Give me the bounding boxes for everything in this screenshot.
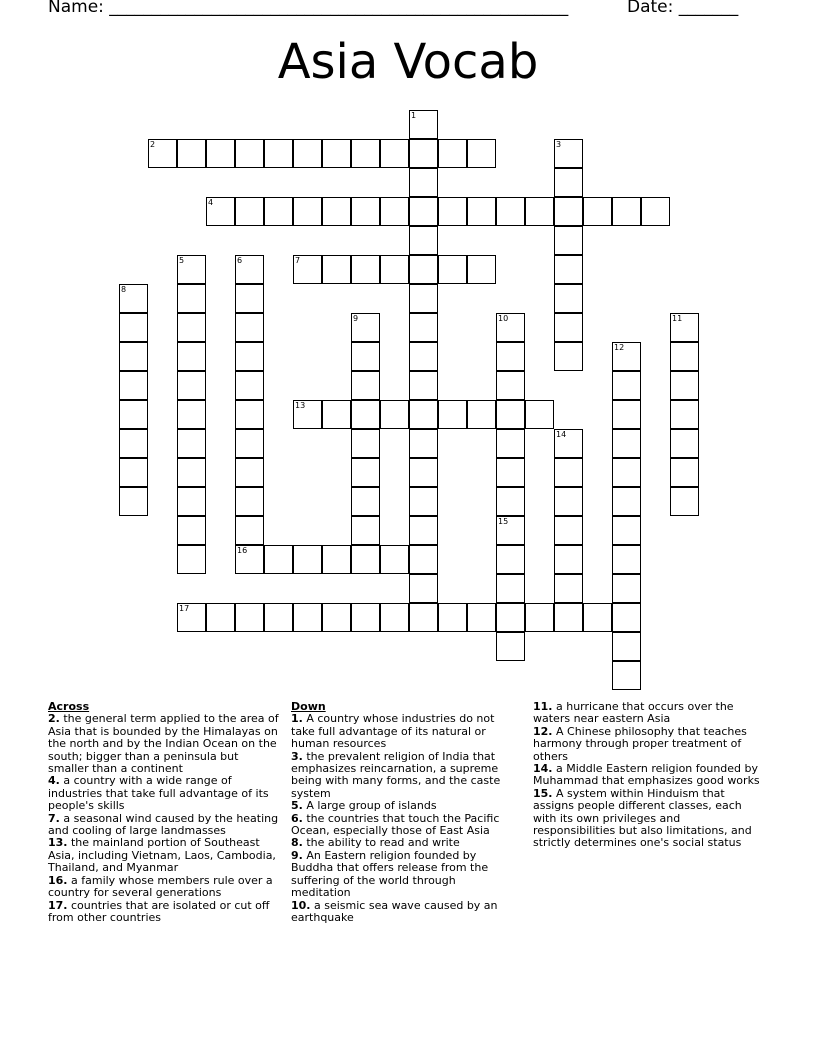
crossword-cell[interactable] bbox=[612, 661, 641, 690]
crossword-cell[interactable] bbox=[177, 516, 206, 545]
crossword-cell[interactable] bbox=[293, 139, 322, 168]
crossword-cell[interactable] bbox=[177, 545, 206, 574]
crossword-cell[interactable] bbox=[670, 371, 699, 400]
clue-across-13: 13. the mainland portion of Southeast Asia, including Vietnam, Laos, Cambodia, Thailand, and Myanmar bbox=[48, 836, 276, 875]
crossword-cell[interactable] bbox=[177, 487, 206, 516]
crossword-cell[interactable] bbox=[583, 197, 612, 226]
crossword-cell[interactable] bbox=[467, 139, 496, 168]
crossword-cell[interactable] bbox=[235, 458, 264, 487]
crossword-cell[interactable] bbox=[148, 139, 177, 168]
crossword-cell[interactable] bbox=[612, 371, 641, 400]
cell-number: 17 bbox=[179, 604, 190, 613]
crossword-cell[interactable] bbox=[612, 603, 641, 632]
crossword-cell[interactable] bbox=[409, 313, 438, 342]
crossword-cell[interactable] bbox=[496, 400, 525, 429]
cell-number: 3 bbox=[556, 140, 562, 149]
crossword-cell[interactable] bbox=[496, 545, 525, 574]
clue-down-6: 6. the countries that touch the Pacific Ocean, especially those of East Asia bbox=[291, 811, 500, 838]
clue-down-15: 15. A system within Hinduism that assigns people different classes, each with its own privileges and responsibilities but also limitations, and strictly determines one's social status bbox=[533, 786, 752, 850]
crossword-cell[interactable] bbox=[438, 603, 467, 632]
crossword-cell[interactable] bbox=[612, 400, 641, 429]
crossword-cell[interactable] bbox=[235, 313, 264, 342]
cell-number: 10 bbox=[498, 314, 509, 323]
crossword-cell[interactable] bbox=[235, 139, 264, 168]
crossword-cell[interactable] bbox=[409, 226, 438, 255]
crossword-cell[interactable] bbox=[467, 255, 496, 284]
crossword-cell[interactable] bbox=[525, 400, 554, 429]
cell-number: 5 bbox=[179, 256, 185, 265]
crossword-cell[interactable] bbox=[322, 545, 351, 574]
crossword-cell[interactable] bbox=[554, 168, 583, 197]
crossword-cell[interactable] bbox=[409, 429, 438, 458]
crossword-cell[interactable] bbox=[351, 400, 380, 429]
crossword-cell[interactable] bbox=[554, 458, 583, 487]
clue-down-1: 1. A country whose industries do not take full advantage of its natural or human resources bbox=[291, 712, 495, 751]
crossword-cell[interactable] bbox=[264, 197, 293, 226]
crossword-cell[interactable] bbox=[496, 371, 525, 400]
crossword-cell[interactable] bbox=[554, 603, 583, 632]
clue-down-11: 11. a hurricane that occurs over the waters near eastern Asia bbox=[533, 700, 734, 726]
crossword-cell[interactable] bbox=[612, 342, 641, 371]
clue-across-7: 7. a seasonal wind caused by the heating and cooling of large landmasses bbox=[48, 811, 279, 838]
crossword-cell[interactable] bbox=[496, 516, 525, 545]
date-field-label: Date: _______ bbox=[627, 0, 739, 17]
crossword-cell[interactable] bbox=[380, 139, 409, 168]
clue-down-12: 12. A Chinese philosophy that teaches harmony through proper treatment of others bbox=[533, 724, 747, 763]
crossword-cell[interactable] bbox=[409, 516, 438, 545]
cell-number: 11 bbox=[672, 314, 683, 323]
clue-down-8: 8. the ability to read and write bbox=[291, 836, 460, 850]
cell-number: 9 bbox=[353, 314, 359, 323]
crossword-cell[interactable] bbox=[554, 139, 583, 168]
crossword-cell[interactable] bbox=[380, 400, 409, 429]
crossword-cell[interactable] bbox=[351, 197, 380, 226]
crossword-cell[interactable] bbox=[293, 603, 322, 632]
crossword-cell[interactable] bbox=[322, 139, 351, 168]
crossword-cell[interactable] bbox=[496, 342, 525, 371]
crossword-cell[interactable] bbox=[264, 545, 293, 574]
crossword-cell[interactable] bbox=[235, 545, 264, 574]
crossword-cell[interactable] bbox=[612, 197, 641, 226]
crossword-cell[interactable] bbox=[409, 603, 438, 632]
clue-down-5: 5. A large group of islands bbox=[291, 799, 437, 813]
crossword-cell[interactable] bbox=[351, 545, 380, 574]
crossword-cell[interactable] bbox=[322, 197, 351, 226]
clue-across-16: 16. a family whose members rule over a country for several generations bbox=[48, 873, 273, 900]
cell-number: 15 bbox=[498, 517, 509, 526]
crossword-cell[interactable] bbox=[496, 574, 525, 603]
crossword-cell[interactable] bbox=[409, 487, 438, 516]
clue-down-10: 10. a seismic sea wave caused by an earthquake bbox=[291, 898, 498, 924]
crossword-cell[interactable] bbox=[612, 545, 641, 574]
crossword-cell[interactable] bbox=[351, 342, 380, 371]
crossword-cell[interactable] bbox=[235, 342, 264, 371]
cell-number: 7 bbox=[295, 256, 301, 265]
crossword-cell[interactable] bbox=[235, 429, 264, 458]
crossword-cell[interactable] bbox=[554, 342, 583, 371]
crossword-cell[interactable] bbox=[293, 400, 322, 429]
crossword-cell[interactable] bbox=[351, 313, 380, 342]
crossword-cell[interactable] bbox=[612, 516, 641, 545]
crossword-cell[interactable] bbox=[670, 342, 699, 371]
crossword-cell[interactable] bbox=[206, 139, 235, 168]
crossword-cell[interactable] bbox=[351, 487, 380, 516]
crossword-cell[interactable] bbox=[409, 545, 438, 574]
crossword-cell[interactable] bbox=[670, 487, 699, 516]
across-clues bbox=[48, 701, 281, 924]
crossword-cell[interactable] bbox=[119, 487, 148, 516]
crossword-cell[interactable] bbox=[670, 400, 699, 429]
crossword-cell[interactable] bbox=[351, 371, 380, 400]
crossword-cell[interactable] bbox=[177, 255, 206, 284]
crossword-cell[interactable] bbox=[554, 429, 583, 458]
crossword-cell[interactable] bbox=[612, 487, 641, 516]
crossword-cell[interactable] bbox=[409, 255, 438, 284]
crossword-cell[interactable] bbox=[670, 429, 699, 458]
crossword-cell[interactable] bbox=[119, 400, 148, 429]
crossword-cell[interactable] bbox=[554, 516, 583, 545]
crossword-cell[interactable] bbox=[177, 400, 206, 429]
crossword-cell[interactable] bbox=[380, 197, 409, 226]
clue-down-14: 14. a Middle Eastern religion founded by Muhammad that emphasizes good works bbox=[533, 762, 760, 788]
crossword-cell[interactable] bbox=[206, 197, 235, 226]
cell-number: 4 bbox=[208, 198, 214, 207]
clue-across-4: 4. a country with a wide range of industries that take full advantage of its people's skills bbox=[48, 774, 269, 813]
crossword-cell[interactable] bbox=[612, 632, 641, 661]
crossword-cell[interactable] bbox=[293, 545, 322, 574]
crossword-cell[interactable] bbox=[235, 487, 264, 516]
crossword-cell[interactable] bbox=[409, 168, 438, 197]
cell-number: 6 bbox=[237, 256, 243, 265]
crossword-cell[interactable] bbox=[177, 603, 206, 632]
crossword-cell[interactable] bbox=[554, 226, 583, 255]
crossword-cell[interactable] bbox=[351, 516, 380, 545]
crossword-cell[interactable] bbox=[438, 400, 467, 429]
crossword-cell[interactable] bbox=[554, 284, 583, 313]
crossword-cell[interactable] bbox=[264, 603, 293, 632]
crossword-cell[interactable] bbox=[496, 313, 525, 342]
crossword-cell[interactable] bbox=[496, 603, 525, 632]
crossword-cell[interactable] bbox=[119, 313, 148, 342]
crossword-cell[interactable] bbox=[409, 110, 438, 139]
crossword-cell[interactable] bbox=[438, 255, 467, 284]
cell-number: 1 bbox=[411, 111, 417, 120]
crossword-cell[interactable] bbox=[409, 400, 438, 429]
crossword-cell[interactable] bbox=[235, 400, 264, 429]
crossword-cell[interactable] bbox=[322, 255, 351, 284]
crossword-cell[interactable] bbox=[351, 603, 380, 632]
crossword-cell[interactable] bbox=[467, 400, 496, 429]
crossword-cell[interactable] bbox=[496, 429, 525, 458]
crossword-cell[interactable] bbox=[177, 342, 206, 371]
clue-across-2: 2. the general term applied to the area of Asia that is bounded by the Himalayas on the north and by the Indian Ocean on the south; bigger than a peninsula but smaller than a continent bbox=[48, 712, 279, 776]
crossword-cell[interactable] bbox=[554, 255, 583, 284]
crossword-cell[interactable] bbox=[235, 516, 264, 545]
crossword-cell[interactable] bbox=[322, 603, 351, 632]
crossword-cell[interactable] bbox=[119, 342, 148, 371]
crossword-cell[interactable] bbox=[438, 197, 467, 226]
page-title: Asia Vocab bbox=[277, 34, 539, 90]
crossword-cell[interactable] bbox=[641, 197, 670, 226]
down-clues-continued bbox=[533, 701, 761, 850]
cell-number: 16 bbox=[237, 546, 248, 555]
crossword-cell[interactable] bbox=[380, 545, 409, 574]
crossword-cell[interactable] bbox=[409, 284, 438, 313]
crossword-cell[interactable] bbox=[409, 342, 438, 371]
crossword-cell[interactable] bbox=[380, 255, 409, 284]
crossword-cell[interactable] bbox=[409, 139, 438, 168]
crossword-cell[interactable] bbox=[380, 603, 409, 632]
crossword-cell[interactable] bbox=[293, 255, 322, 284]
crossword-cell[interactable] bbox=[177, 284, 206, 313]
clue-across-17: 17. countries that are isolated or cut off from other countries bbox=[48, 898, 270, 924]
crossword-cell[interactable] bbox=[235, 371, 264, 400]
cell-number: 8 bbox=[121, 285, 127, 294]
crossword-cell[interactable] bbox=[496, 487, 525, 516]
down-heading: Down bbox=[291, 700, 326, 713]
crossword-cell[interactable] bbox=[235, 284, 264, 313]
crossword-cell[interactable] bbox=[496, 458, 525, 487]
crossword-cell[interactable] bbox=[235, 255, 264, 284]
crossword-cell[interactable] bbox=[119, 429, 148, 458]
crossword-cell[interactable] bbox=[612, 574, 641, 603]
crossword-cell[interactable] bbox=[177, 429, 206, 458]
clue-down-3: 3. the prevalent religion of India that emphasizes reincarnation, a supreme being with many forms, and the caste system bbox=[291, 749, 501, 800]
crossword-cell[interactable] bbox=[670, 313, 699, 342]
crossword-cell[interactable] bbox=[438, 139, 467, 168]
crossword-cell[interactable] bbox=[583, 603, 612, 632]
crossword-cell[interactable] bbox=[351, 139, 380, 168]
crossword-cell[interactable] bbox=[612, 429, 641, 458]
crossword-cell[interactable] bbox=[554, 197, 583, 226]
crossword-cell[interactable] bbox=[409, 371, 438, 400]
crossword-cell[interactable] bbox=[351, 429, 380, 458]
crossword-cell[interactable] bbox=[351, 458, 380, 487]
crossword-cell[interactable] bbox=[496, 197, 525, 226]
crossword-cell[interactable] bbox=[264, 139, 293, 168]
crossword-cell[interactable] bbox=[206, 603, 235, 632]
name-field-label: Name: ______________________________________________________ bbox=[48, 0, 569, 17]
clue-down-9: 9. An Eastern religion founded by Buddha that offers release from the suffering of the world through meditation bbox=[291, 848, 489, 900]
cell-number: 12 bbox=[614, 343, 625, 352]
crossword-cell[interactable] bbox=[467, 603, 496, 632]
across-heading: Across bbox=[48, 700, 90, 713]
crossword-cell[interactable] bbox=[177, 371, 206, 400]
crossword-cell[interactable] bbox=[177, 313, 206, 342]
down-clues bbox=[291, 701, 516, 924]
crossword-cell[interactable] bbox=[235, 197, 264, 226]
crossword-cell[interactable] bbox=[177, 458, 206, 487]
crossword-cell[interactable] bbox=[554, 545, 583, 574]
crossword-cell[interactable] bbox=[612, 458, 641, 487]
crossword-cell[interactable] bbox=[670, 458, 699, 487]
crossword-cell[interactable] bbox=[177, 139, 206, 168]
crossword-cell[interactable] bbox=[554, 574, 583, 603]
crossword-cell[interactable] bbox=[119, 458, 148, 487]
crossword-cell[interactable] bbox=[554, 313, 583, 342]
cell-number: 13 bbox=[295, 401, 306, 410]
crossword-cell[interactable] bbox=[322, 400, 351, 429]
crossword-cell[interactable] bbox=[467, 197, 496, 226]
crossword-cell[interactable] bbox=[525, 603, 554, 632]
crossword-cell[interactable] bbox=[119, 371, 148, 400]
crossword-cell[interactable] bbox=[409, 458, 438, 487]
crossword-cell[interactable] bbox=[351, 255, 380, 284]
cell-number: 2 bbox=[150, 140, 156, 149]
crossword-cell[interactable] bbox=[119, 284, 148, 313]
crossword-cell[interactable] bbox=[496, 632, 525, 661]
crossword-cell[interactable] bbox=[409, 574, 438, 603]
cell-number: 14 bbox=[556, 430, 567, 439]
crossword-cell[interactable] bbox=[235, 603, 264, 632]
crossword-cell[interactable] bbox=[293, 197, 322, 226]
crossword-cell[interactable] bbox=[525, 197, 554, 226]
crossword-cell[interactable] bbox=[554, 487, 583, 516]
crossword-cell[interactable] bbox=[409, 197, 438, 226]
